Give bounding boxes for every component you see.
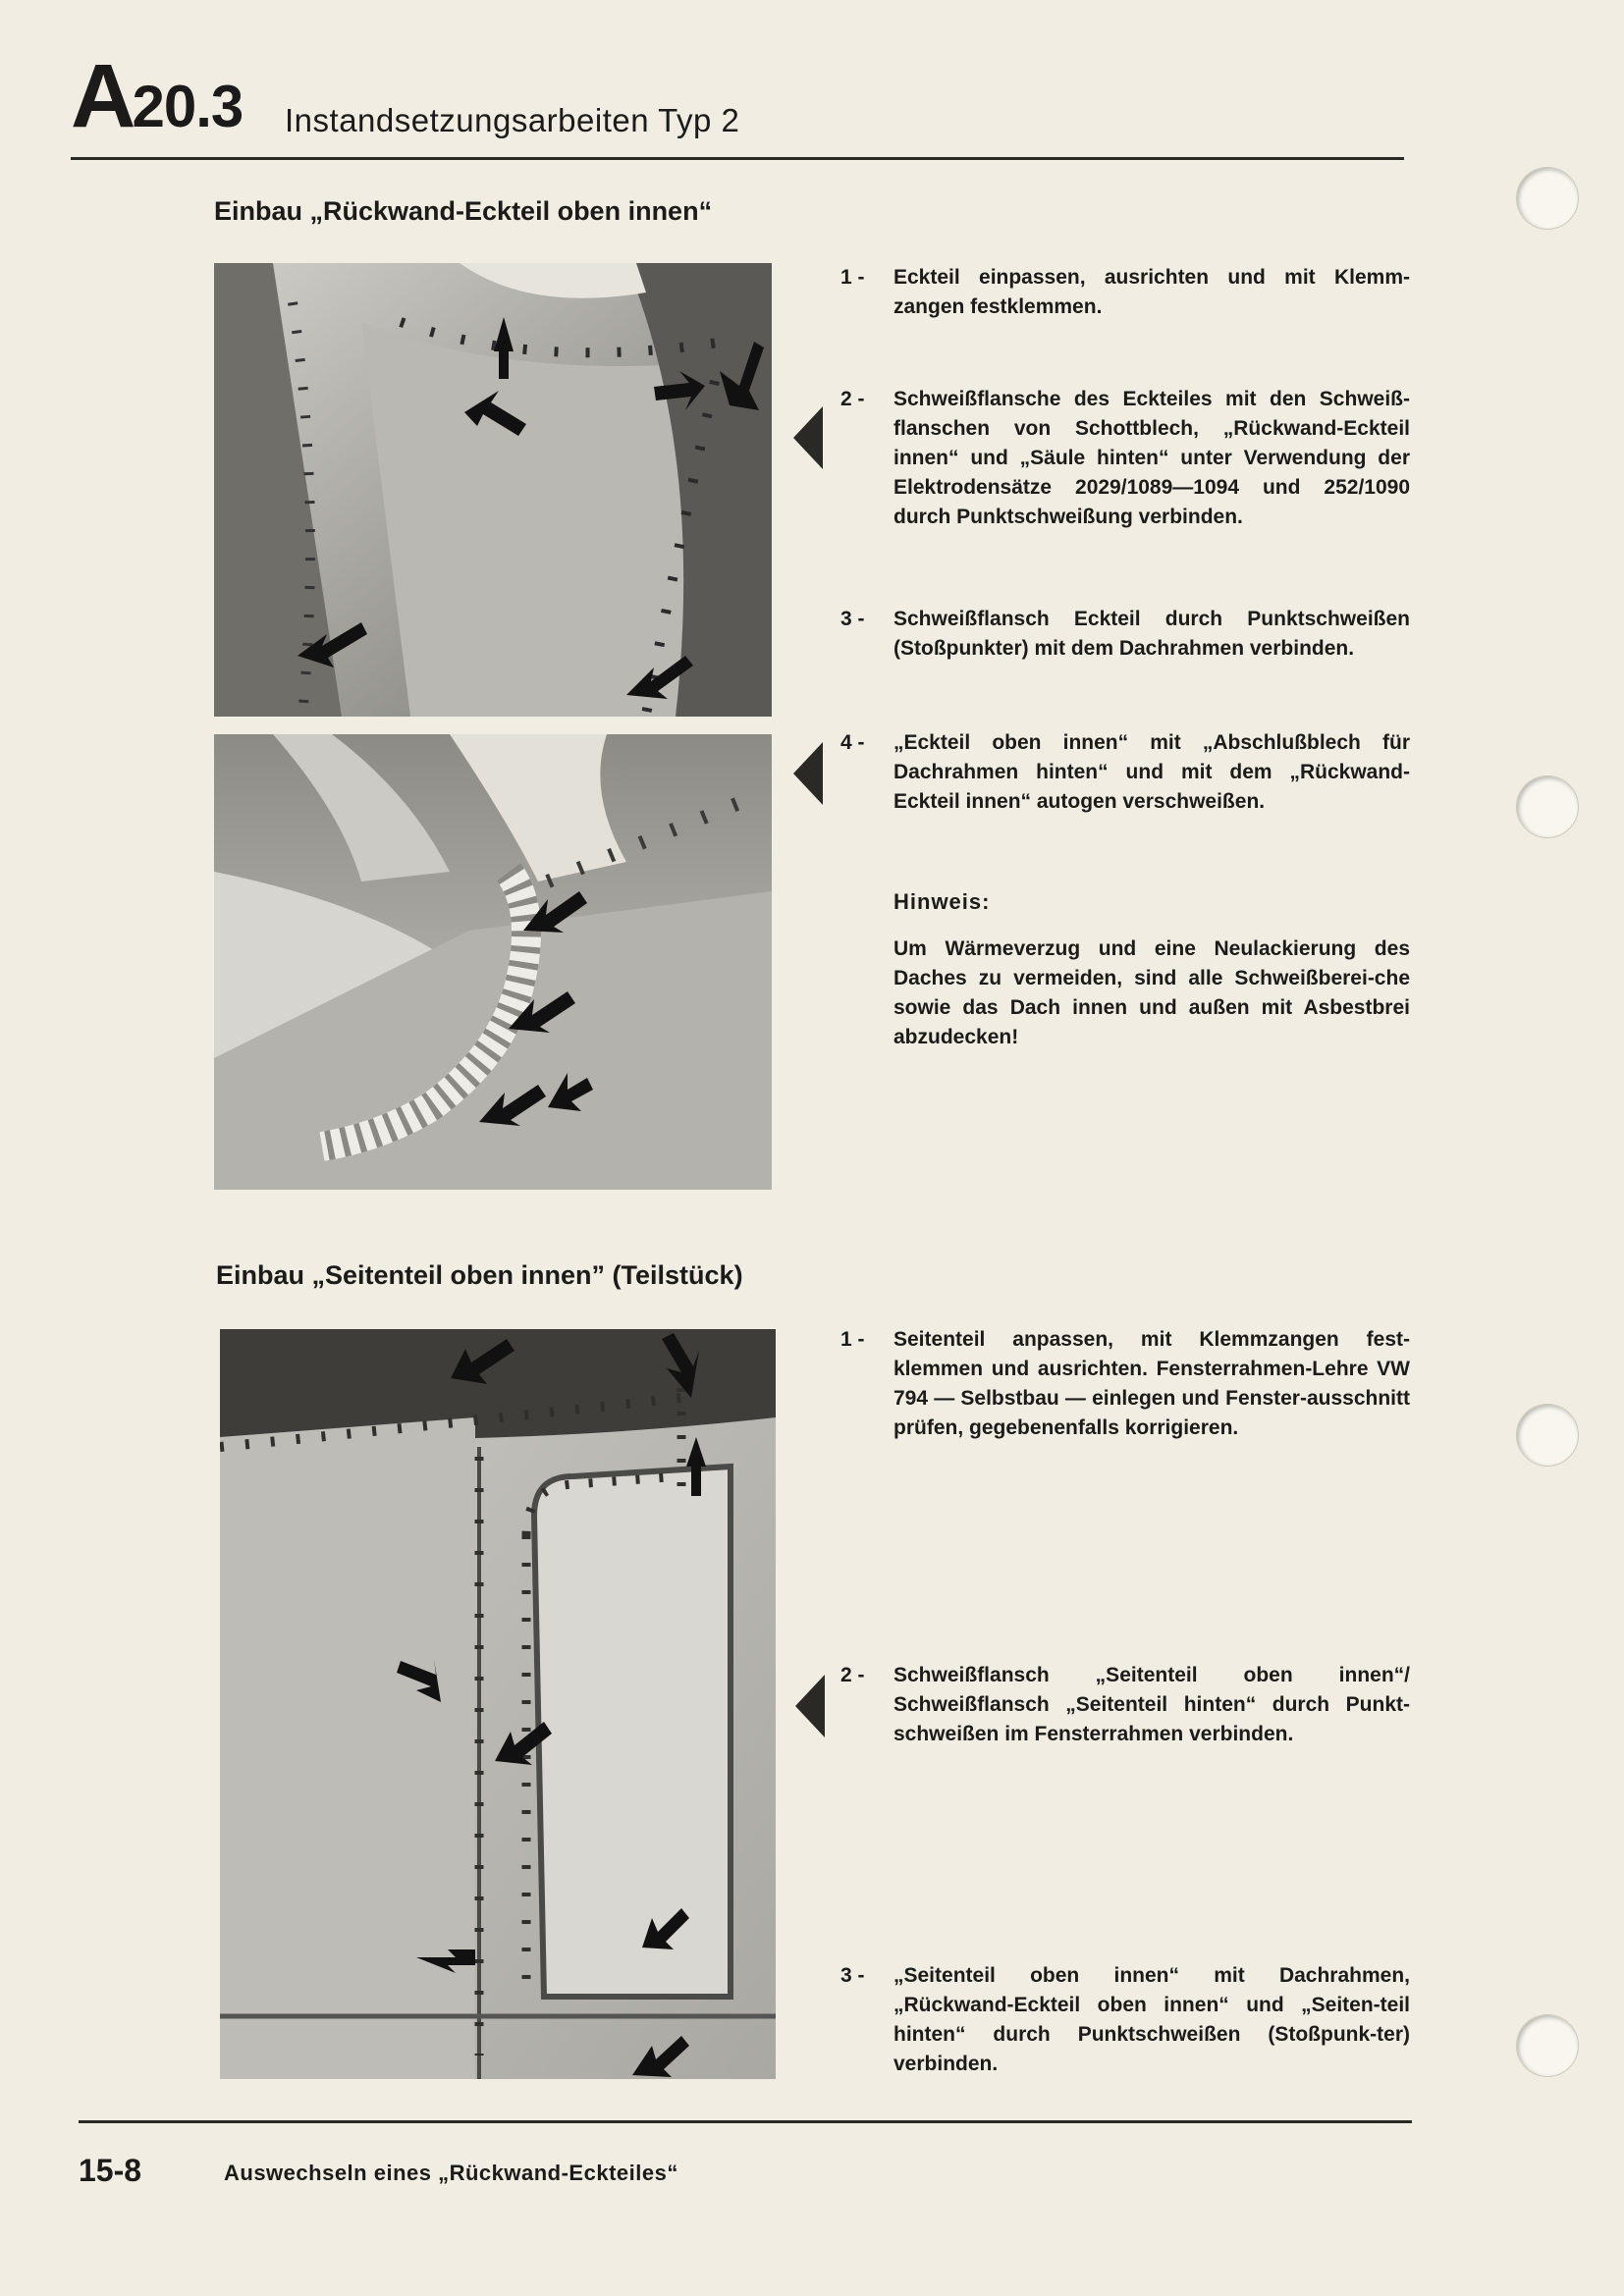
step-text: Schweißflansch „Seitenteil oben innen“/ Schweißflansch „Seitenteil hinten“ durch Punkt-schweißen im Fensterrahmen verbinden. [893, 1664, 1410, 1745]
section-code-letter: A [71, 46, 133, 146]
note-text: Um Wärmeverzug und eine Neulackierung des Daches zu vermeiden, sind alle Schweißberei-che sowie das Dach innen und außen mit Asbestbrei abzudecken! [893, 937, 1410, 1048]
step-text: „Seitenteil oben innen“ mit Dachrahmen, „Rückwand-Eckteil oben innen“ und „Seiten-teil hinten“ durch Punktschweißen (Stoßpunk-ter) verbinden. [893, 1964, 1410, 2075]
section1-heading: Einbau „Rückwand-Eckteil oben innen“ [214, 196, 713, 226]
step-s2-1 [840, 1325, 1410, 1443]
section-code [71, 46, 244, 146]
section-code-number: 20.3 [132, 74, 244, 139]
photo-side-panel [220, 1329, 776, 2079]
marker-step2 [793, 406, 823, 469]
page-number: 15-8 [79, 2153, 142, 2188]
step-s1-4 [840, 728, 1410, 817]
step-s1-2 [840, 385, 1410, 532]
step-text: „Eckteil oben innen“ mit „Abschlußblech für Dachrahmen hinten“ und mit dem „Rückwand-Eckteil innen“ autogen verschweißen. [893, 731, 1410, 813]
step-text: Schweißflansche des Eckteiles mit den Schweiß-flanschen von Schottblech, „Rückwand-Eckteil innen“ und „Säule hinten“ unter Verwendung der Elektrodensätze 2029/1089—1094 und 252/1090 durch Punktschweißung verbinden. [893, 388, 1410, 528]
step-number: 2 - [840, 388, 865, 410]
photo-corner-part [214, 263, 772, 717]
step-text: Seitenteil anpassen, mit Klemmzangen fest-klemmen und ausrichten. Fensterrahmen-Lehre VW 794 — Selbstbau — einlegen und Fenster-ausschnitt prüfen, gegebenenfalls korrigieren. [893, 1328, 1410, 1439]
step-number: 3 - [840, 608, 865, 630]
step-number: 1 - [840, 266, 865, 289]
header-rule [71, 157, 1404, 160]
step-text: Schweißflansch Eckteil durch Punktschweißen (Stoßpunkter) mit dem Dachrahmen verbinden. [893, 608, 1410, 660]
binder-hole [1516, 775, 1579, 838]
binder-hole [1516, 1404, 1579, 1467]
step-s1-1 [840, 263, 1410, 322]
binder-hole [1516, 2014, 1579, 2077]
binder-hole [1516, 167, 1579, 230]
step-s1-3 [840, 605, 1410, 664]
photo-weld-seam [214, 734, 772, 1190]
chapter-title: Auswechseln eines „Rückwand-Eckteiles“ [224, 2161, 678, 2185]
section2-heading: Einbau „Seitenteil oben innen” (Teilstück) [216, 1260, 743, 1290]
footer-rule [79, 2120, 1412, 2123]
step-s2-2 [840, 1661, 1410, 1749]
marker-step4 [793, 742, 823, 805]
note-heading: Hinweis: [893, 889, 991, 914]
marker-step2-s2 [795, 1675, 825, 1737]
step-number: 2 - [840, 1664, 865, 1686]
step-number: 1 - [840, 1328, 865, 1351]
page-title: Instandsetzungsarbeiten Typ 2 [285, 102, 740, 138]
step-text: Eckteil einpassen, ausrichten und mit Klemm-zangen festklemmen. [893, 266, 1410, 318]
step-s2-3 [840, 1961, 1410, 2079]
step-number: 3 - [840, 1964, 865, 1987]
step-number: 4 - [840, 731, 865, 754]
